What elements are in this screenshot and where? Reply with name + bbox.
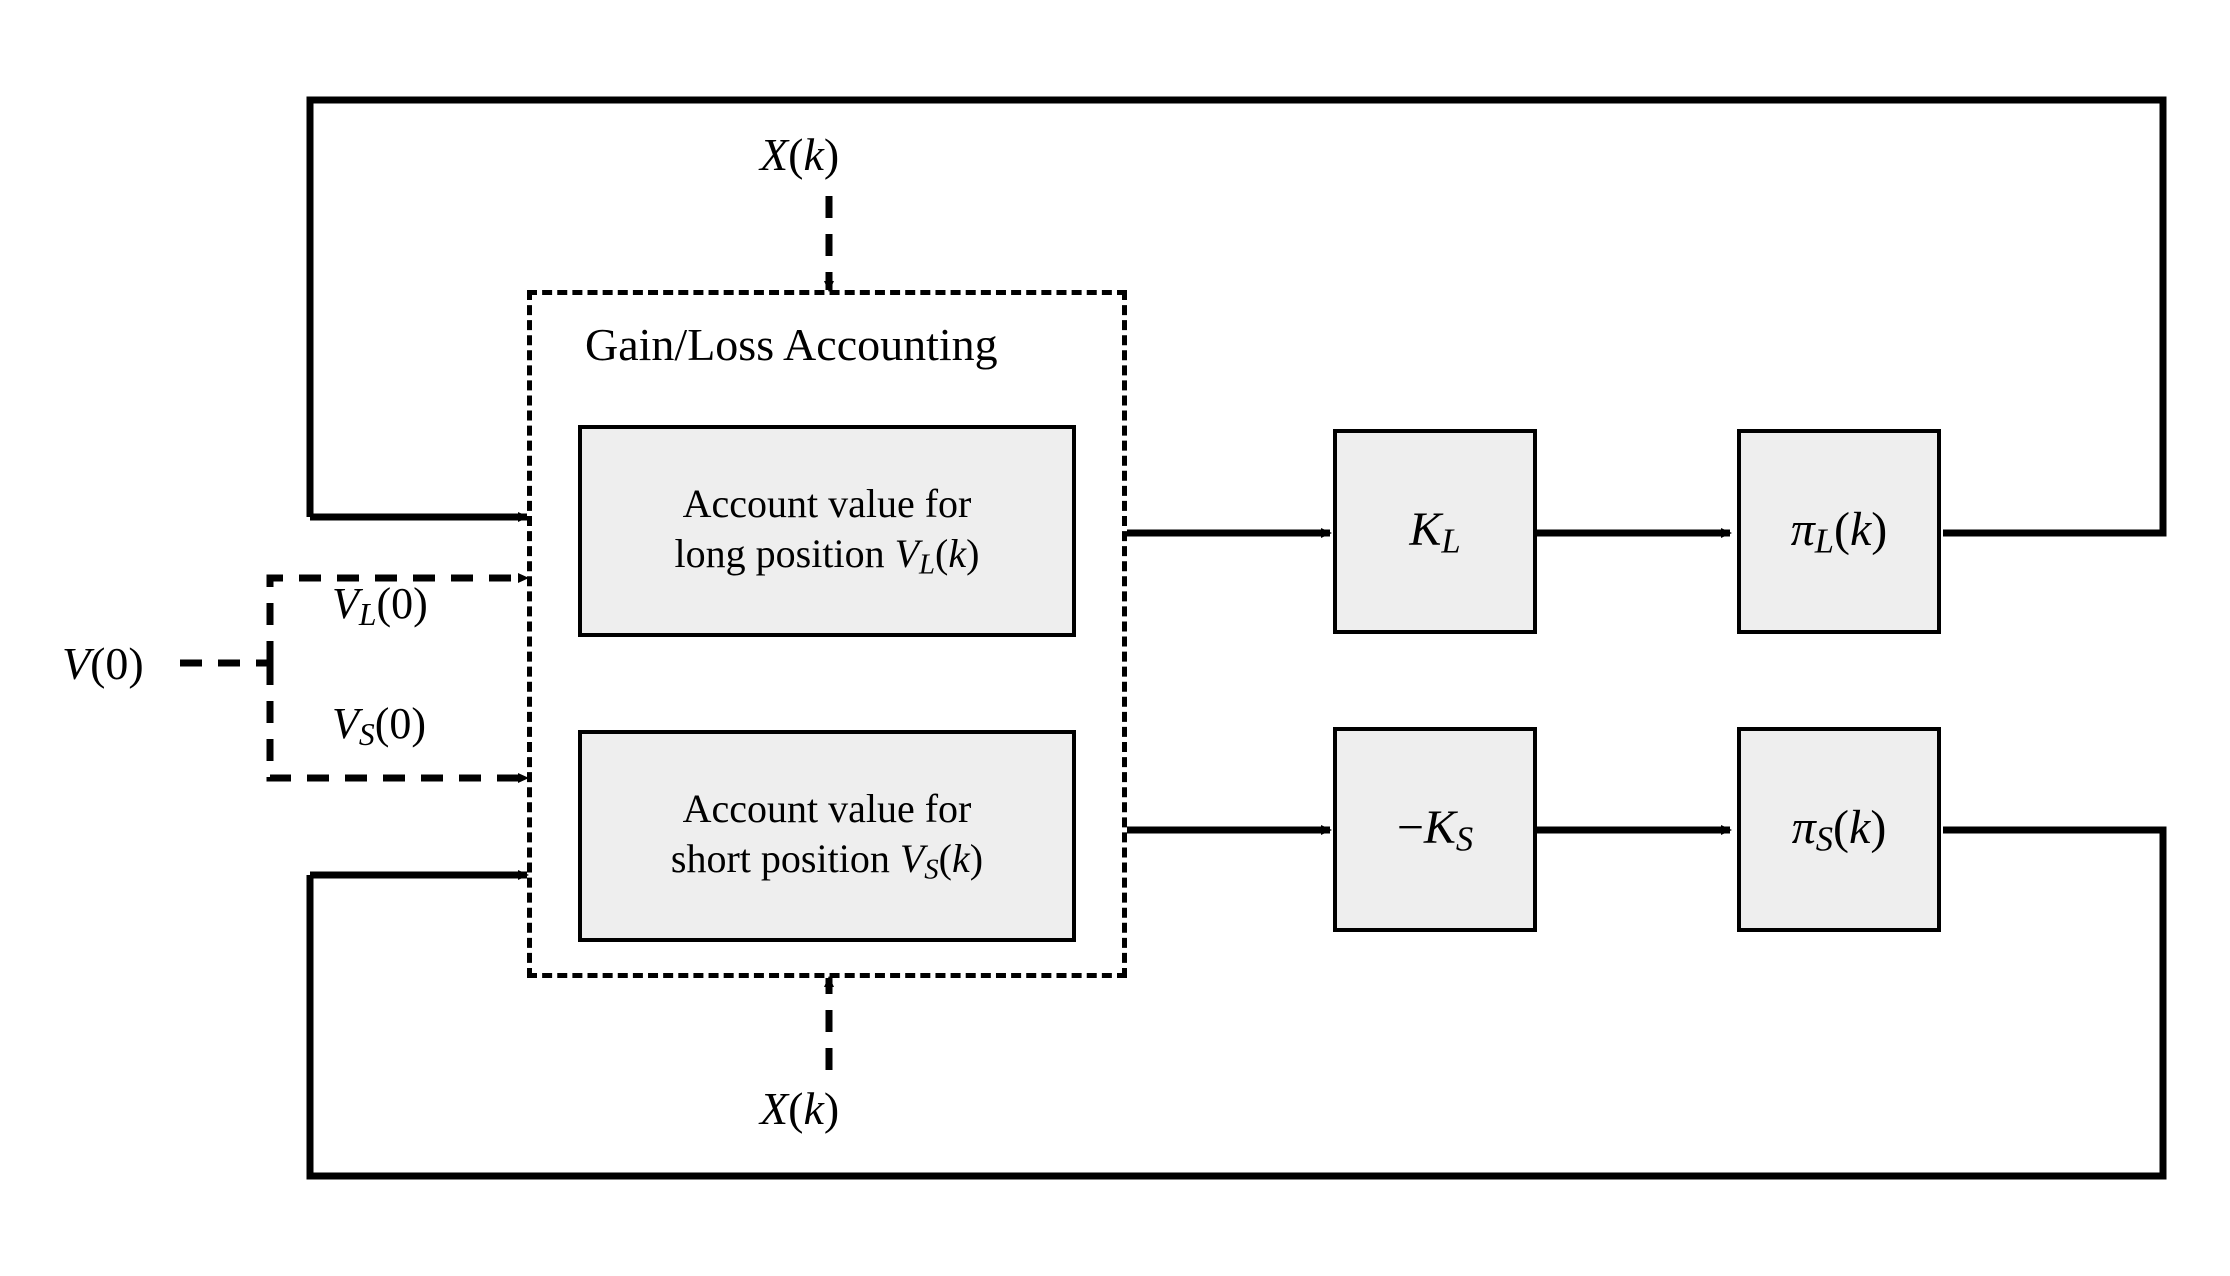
gain-short-text: $-K_S$ <box>1396 800 1474 859</box>
profit-long-block[interactable] <box>1737 429 1941 634</box>
account-value-long-block[interactable] <box>578 425 1076 637</box>
profit-short-block[interactable] <box>1737 727 1941 932</box>
gain-short-block[interactable] <box>1333 727 1537 932</box>
input-x-bottom-text: X(k) <box>760 1083 840 1134</box>
profit-long-text: $\pi_L(k)$ <box>1790 502 1888 561</box>
initial-long-text: $V_L(0)$ <box>332 579 428 632</box>
gain-loss-accounting-label <box>585 318 998 371</box>
initial-long-label <box>332 578 428 633</box>
input-x-top-text: X(k) <box>760 129 840 180</box>
account-value-short-line1: Account value for <box>682 785 972 831</box>
initial-short-label <box>332 698 426 753</box>
initial-short-text: $V_S(0)$ <box>332 699 427 752</box>
account-value-short-line2: short position $V_S(k)$ <box>670 835 984 886</box>
account-value-short-block[interactable] <box>578 730 1076 942</box>
profit-short-text: $\pi_S(k)$ <box>1791 800 1887 859</box>
account-value-long-line1: Account value for <box>682 480 972 526</box>
input-x-bottom-label <box>760 1082 839 1135</box>
account-value-short-text <box>671 784 983 888</box>
account-value-long-line2: long position $V_L(k)$ <box>674 530 980 581</box>
gain-long-text: $K_L$ <box>1409 502 1461 561</box>
initial-value-label <box>62 637 144 690</box>
gain-long-block[interactable] <box>1333 429 1537 634</box>
input-x-top-label <box>760 128 839 181</box>
initial-value-text: V(0) <box>62 638 144 689</box>
gain-loss-accounting-label-text: Gain/Loss Accounting <box>585 319 998 370</box>
account-value-long-text <box>675 479 980 583</box>
